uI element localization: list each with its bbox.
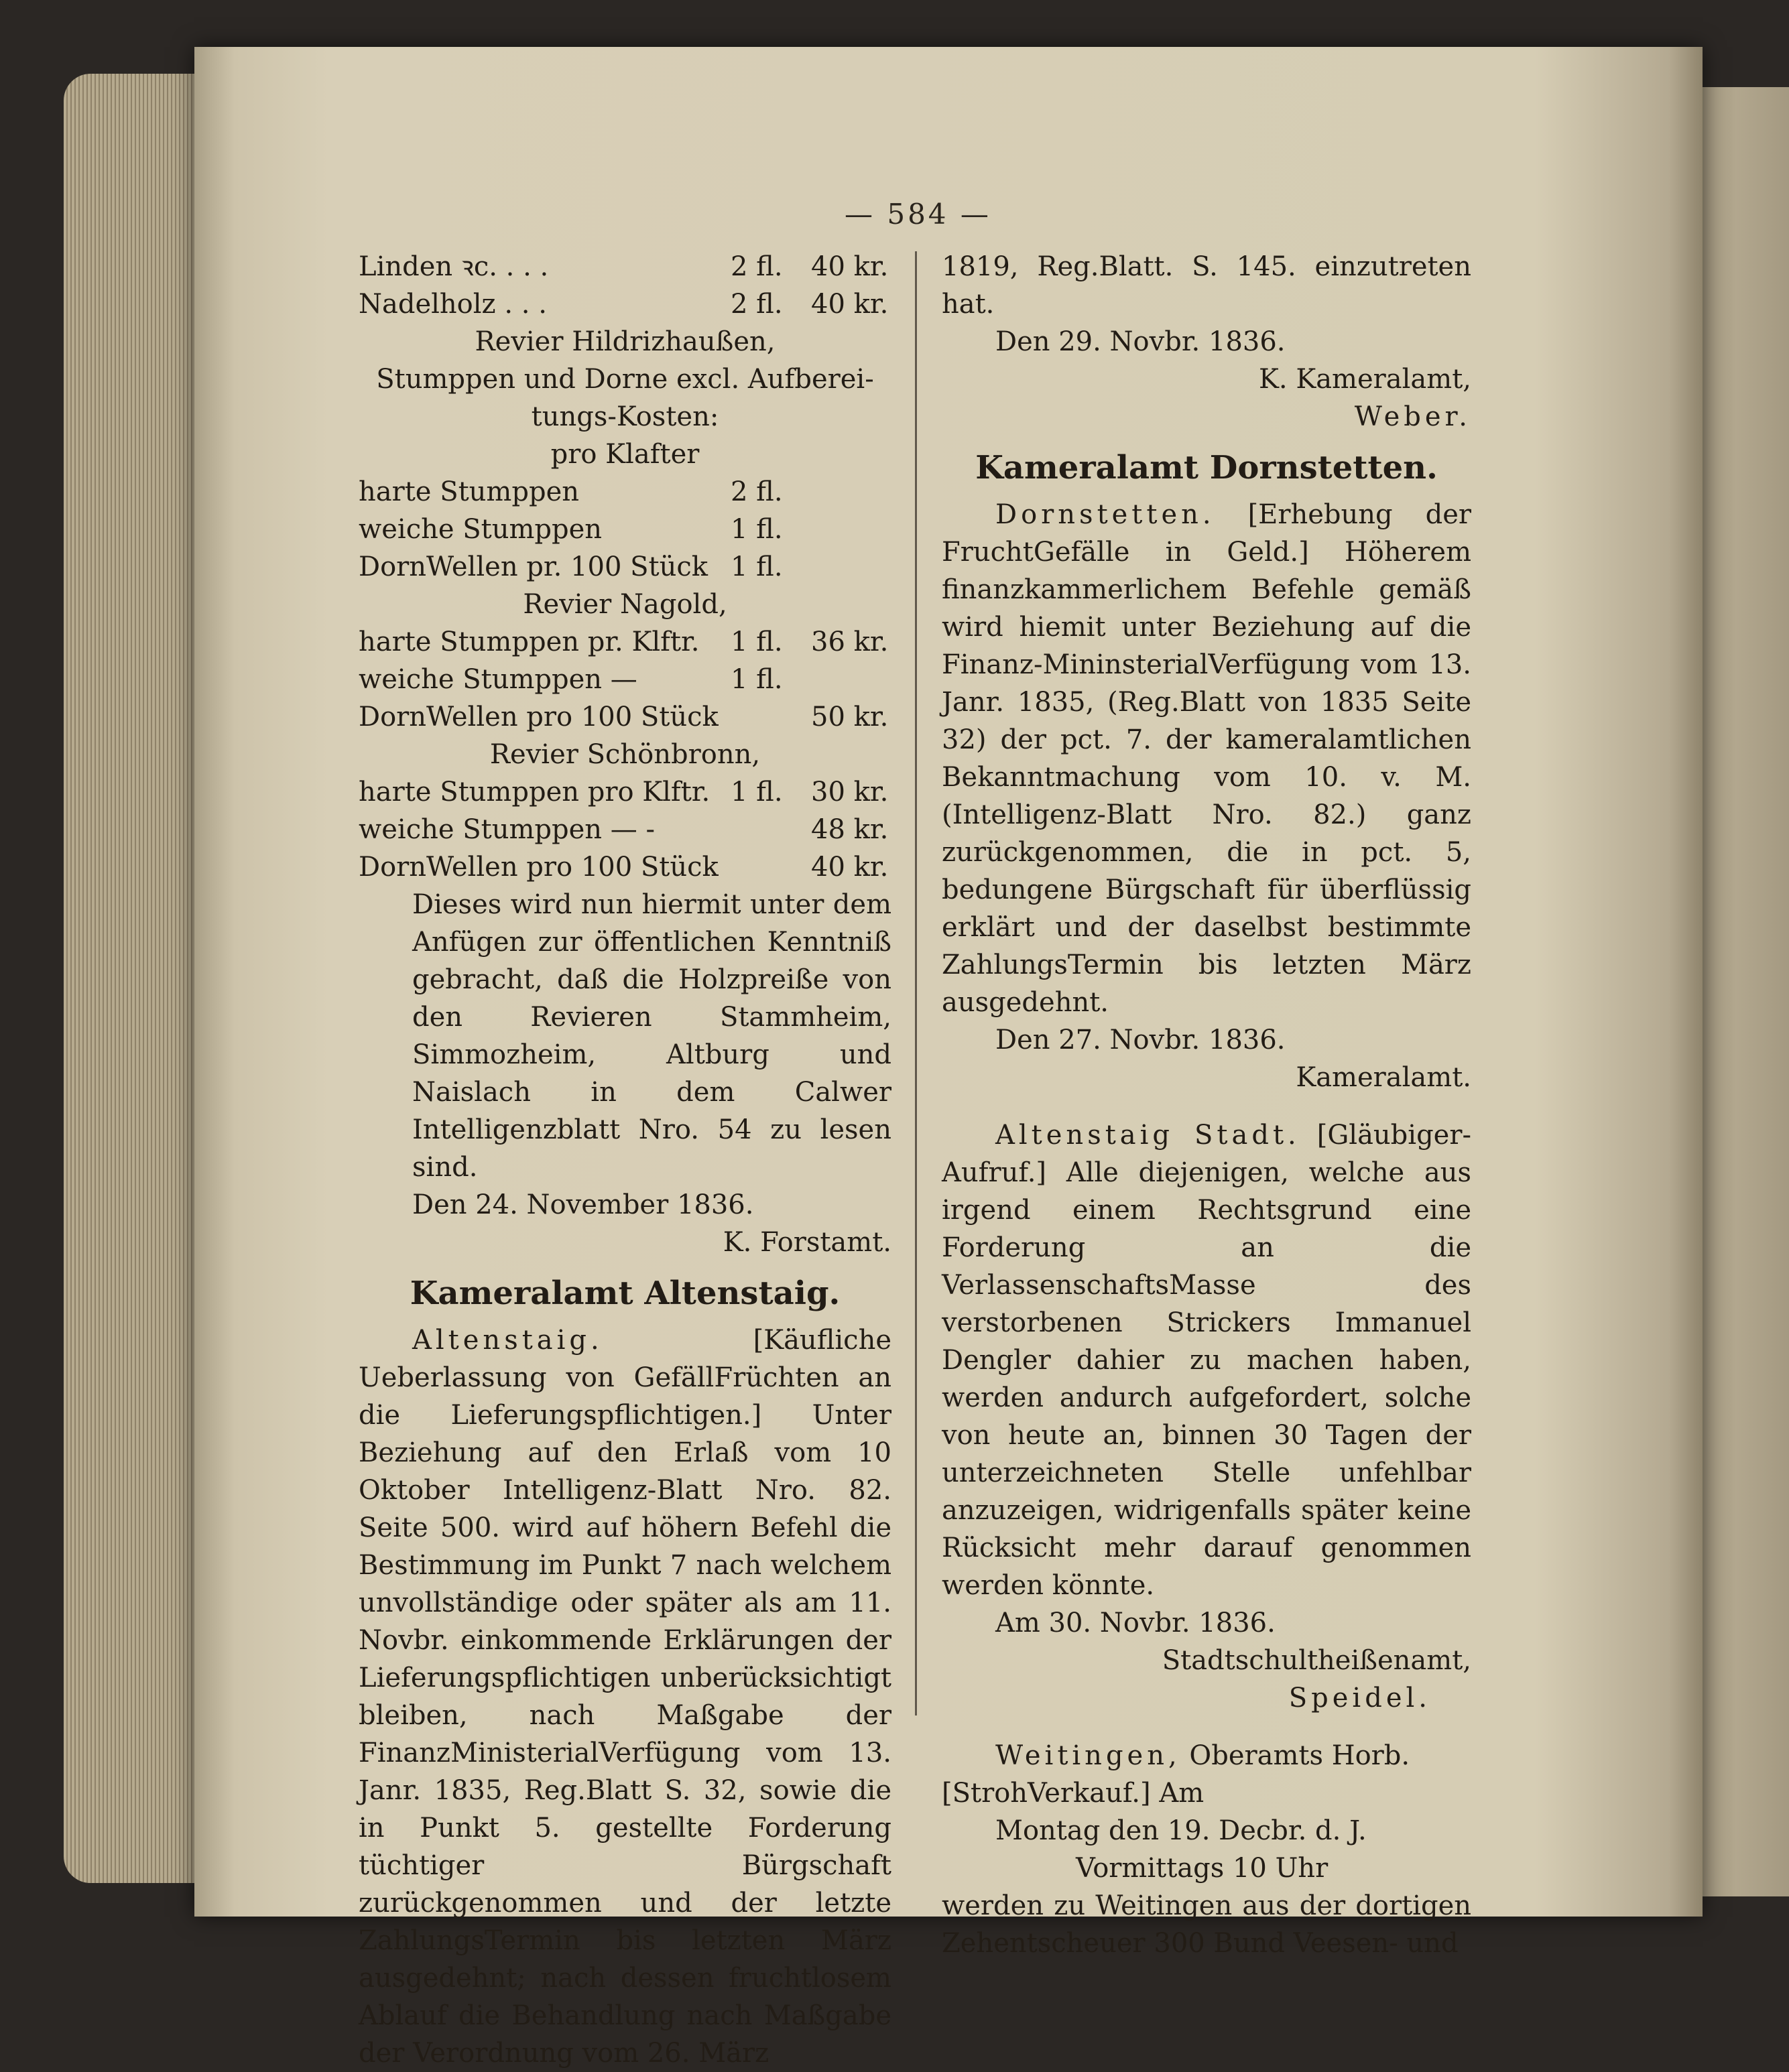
notice-signature: K. Kameralamt, — [1259, 364, 1471, 395]
notice-body: [Käufliche Ueberlassung von GefällFrüchten an die Lieferungspflichtigen.] Unter Beziehung auf den Erlaß vom 10 Oktober Intelligenz-Blatt Nro. 82. Seite 500. wird auf höhern Befehl die Bestimmung im Punkt 7 nach welchem unvollständige oder später als am 11. Novbr. einkommende Erklärungen der Lieferungspflichtigen unberücksichtigt bleiben, nach Maßgabe der FinanzMinisterialVerfügung vom 13. Janr. 1835, Reg.Blatt S. 32, sowie die in Punkt 5. gestellte Forderung tüchtiger Bürgschaft zurückgenommen und der letzte ZahlungsTermin bis letzten März ausgedehnt; nach dessen fruchtlosem Ablauf die Behandlung nach Maßgabe der Verordnung vom 26. März — [359, 1325, 891, 2069]
section-heading: Kameralamt Dornstetten. — [975, 449, 1438, 487]
price-row: weiche Stumppen 1 fl. — [359, 514, 783, 545]
notice-signature: Stadtschultheißenamt, — [1162, 1645, 1471, 1676]
notice-body: Oberamts Horb. — [1189, 1740, 1410, 1771]
revier-note: tungs-Kosten: — [531, 401, 719, 432]
notice-paragraph: Dieses wird nun hiermit unter dem Anfügen zur öffentlichen Kenntniß gebracht, daß die Holzpreiße von den Revieren Stammheim, Simmozheim, Altburg und Naislach in dem Calwer Intelligenzblatt Nro. 54 zu lesen sind. — [412, 889, 891, 1183]
price-row: DornWellen pr. 100 Stück 1 fl. — [359, 552, 783, 582]
price-row: weiche Stumppen — 1 fl. — [359, 664, 783, 695]
revier-heading: Revier Hildrizhaußen, — [475, 326, 776, 357]
place-name: Altenstaig Stadt. — [995, 1120, 1300, 1151]
revier-note: Stumppen und Dorne excl. Aufberei- — [376, 364, 874, 395]
revier-heading: Revier Schönbronn, — [489, 739, 761, 770]
place-name: Weitingen, — [995, 1740, 1181, 1771]
notice-body: [Erhebung der FruchtGefälle in Geld.] Höherem finanzkammerlichem Befehle gemäß wird hiemit unter Beziehung auf die Finanz-MininsterialVerfügung vom 13. Janr. 1835, (Reg.Blatt von 1835 Seite 32) der pct. 7. der kameralamtlichen Bekanntmachung vom 10. v. M. (Intelligenz-Blatt Nro. 82.) ganz zurückgenommen, die in pct. 5, bedungene Bürgschaft für überflüssig erklärt und der daselbst bestimmte ZahlungsTermin bis letzten März ausgedehnt. — [942, 499, 1471, 1018]
notice-date: Den 29. Novbr. 1836. — [995, 326, 1286, 357]
price-row: DornWellen pro 100 Stück 50 kr. — [359, 702, 889, 732]
notice-signature: K. Forstamt. — [723, 1227, 891, 1258]
price-row: Linden ꝛc. . . . 2 fl. 40 kr. — [359, 251, 889, 282]
notice-date: Am 30. Novbr. 1836. — [995, 1608, 1276, 1638]
price-row: weiche Stumppen — - 48 kr. — [359, 814, 889, 845]
price-list-top — [359, 248, 891, 323]
revier-heading: Revier Nagold, — [523, 589, 727, 620]
page-number: — 584 — — [845, 198, 991, 231]
notice-body: werden zu Weitingen aus der dortigen Zehentscheuer 300 Bund Veesen- und — [942, 1890, 1471, 1959]
notice-paragraph — [942, 1116, 1471, 1604]
notice-signature-name: Speidel. — [1288, 1683, 1431, 1713]
notice-body: [StrohVerkauf.] Am — [942, 1778, 1205, 1809]
notice-body: [Gläubiger-Aufruf.] Alle diejenigen, welche aus irgend einem Rechtsgrund eine Forderung an die VerlassenschaftsMasse des verstorbenen Strickers Immanuel Dengler dahier zu machen haben, werden andurch aufgefordert, solche von heute an, binnen 30 Tagen der unterzeichneten Stelle unfehlbar anzuzeigen, widrigenfalls später keine Rücksicht mehr darauf genommen werden könnte. — [942, 1120, 1471, 1601]
notice-signature: Kameralamt. — [1296, 1062, 1471, 1093]
book-page-edges — [64, 74, 208, 1883]
price-row: DornWellen pro 100 Stück 40 kr. — [359, 852, 889, 883]
place-name: Altenstaig. — [412, 1325, 603, 1356]
price-list-hildrizhausen — [359, 473, 891, 586]
notice-paragraph: 1819, Reg.Blatt. S. 145. einzutreten hat. — [942, 251, 1471, 320]
right-column — [942, 248, 1471, 1962]
notice-paragraph — [942, 496, 1471, 1021]
price-row: Nadelholz . . . 2 fl. 40 kr. — [359, 289, 889, 320]
price-list-schoenbronn — [359, 773, 891, 886]
notice-signature-name: Weber. — [1354, 401, 1471, 432]
notice-paragraph — [359, 1321, 891, 2072]
left-column — [359, 248, 891, 2072]
price-row: harte Stumppen 2 fl. — [359, 476, 783, 507]
notice-body: Montag den 19. Decbr. d. J. — [995, 1815, 1367, 1846]
price-list-nagold — [359, 623, 891, 736]
column-divider — [915, 251, 917, 1715]
place-name: Dornstetten. — [995, 499, 1215, 530]
notice-paragraph — [942, 1737, 1471, 1774]
price-row: harte Stumppen pro Klftr. 1 fl. 30 kr. — [359, 777, 889, 807]
revier-note: pro Klafter — [550, 439, 700, 470]
price-row: harte Stumppen pr. Klftr. 1 fl. 36 kr. — [359, 627, 889, 657]
notice-date: Den 24. November 1836. — [412, 1189, 754, 1220]
section-heading: Kameralamt Altenstaig. — [410, 1275, 841, 1312]
notice-date: Den 27. Novbr. 1836. — [995, 1025, 1286, 1055]
notice-body: Vormittags 10 Uhr — [1076, 1853, 1329, 1884]
